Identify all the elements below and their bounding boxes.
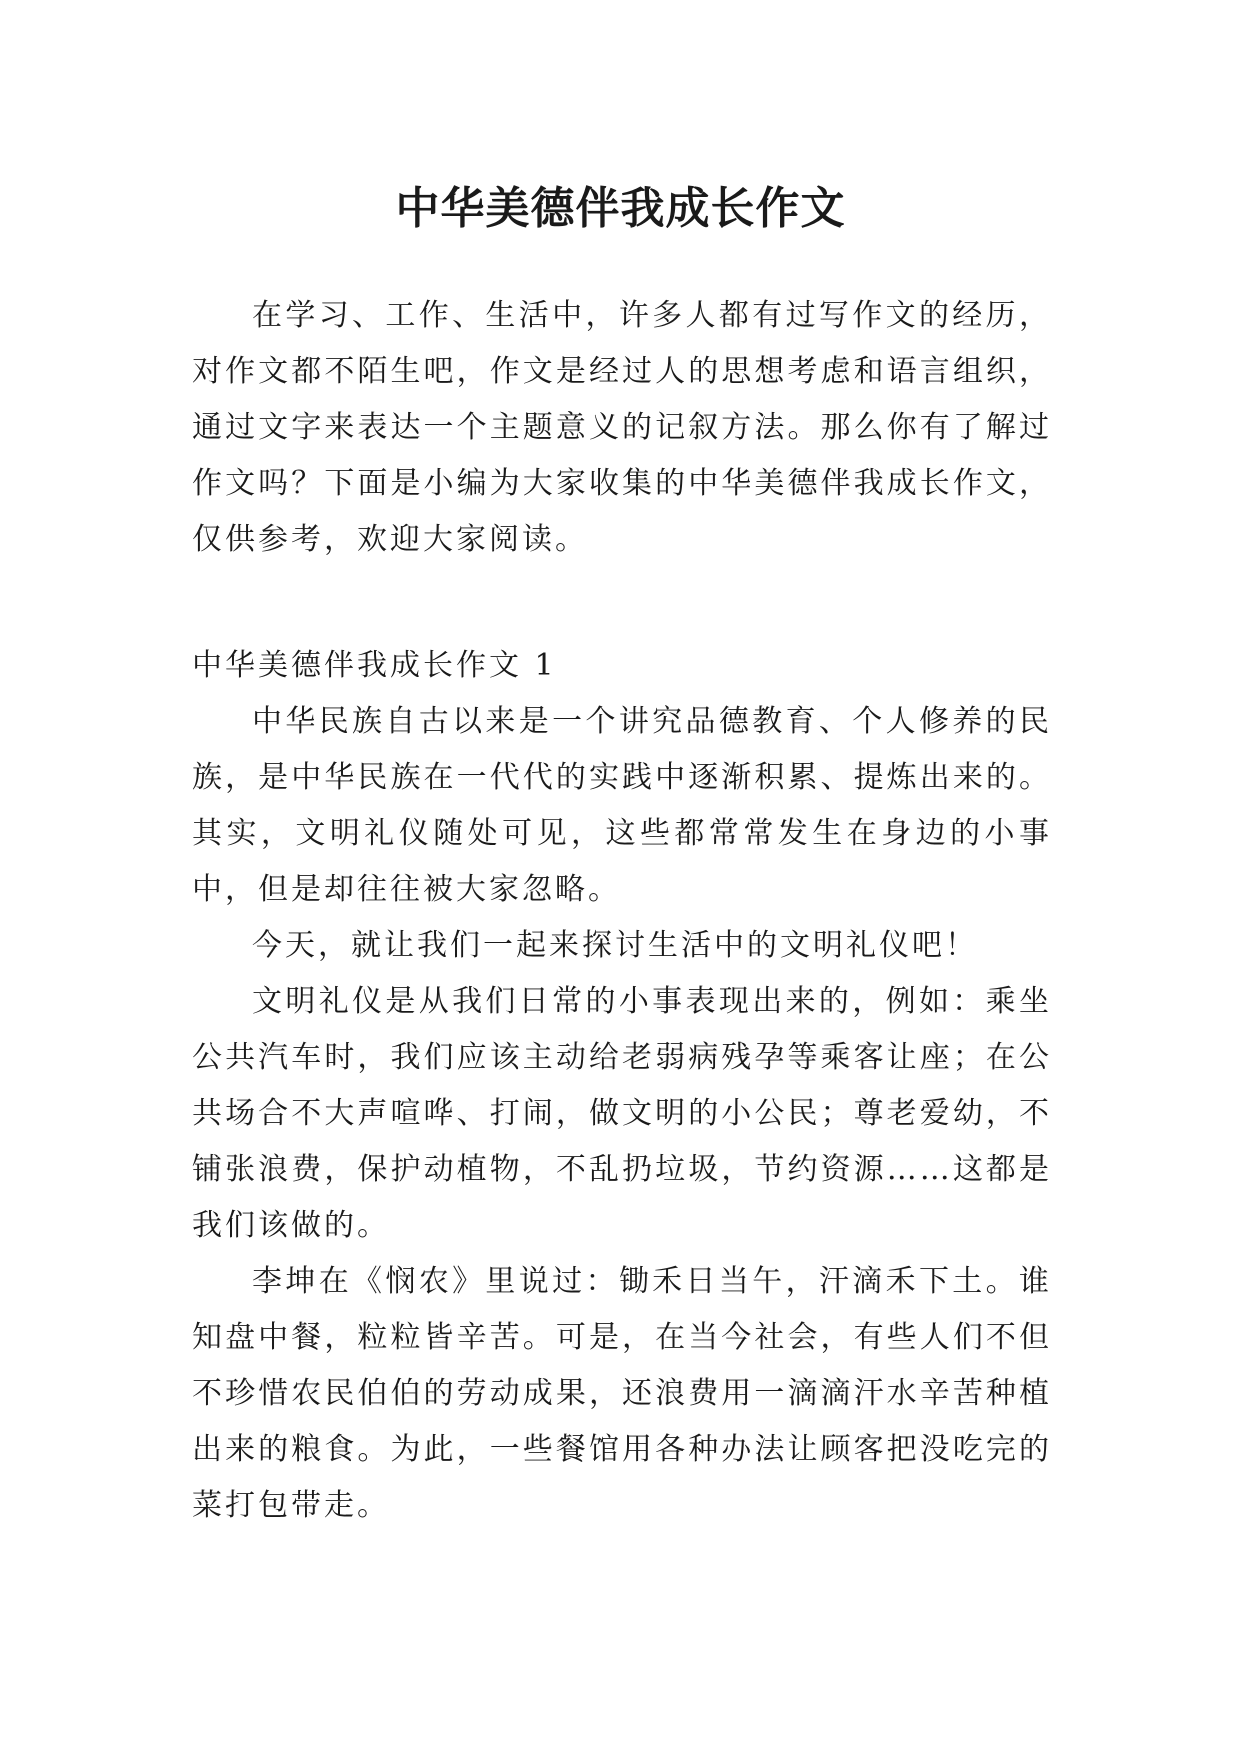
section-heading: 中华美德伴我成长作文 1 xyxy=(192,648,557,683)
intro-paragraph: 在学习、工作、生活中，许多人都有过写作文的经历，对作文都不陌生吧，作文是经过人的思想考虑和语言组织，通过文字来表达一个主题意义的记叙方法。那么你有了解过作文吗？下面是小编为大家收集的中华美德伴我成长作文，仅供参考，欢迎大家阅读。 xyxy=(192,298,1052,557)
body-paragraph-4: 李坤在《悯农》里说过：锄禾日当午，汗滴禾下土。谁知盘中餐，粒粒皆辛苦。可是，在当今社会，有些人们不但不珍惜农民伯伯的劳动成果，还浪费用一滴滴汗水辛苦种植出来的粮食。为此，一些餐馆用各种办法让顾客把没吃完的菜打包带走。 xyxy=(192,1264,1052,1523)
body-paragraph-1: 中华民族自古以来是一个讲究品德教育、个人修养的民族，是中华民族在一代代的实践中逐渐积累、提炼出来的。其实，文明礼仪随处可见，这些都常常发生在身边的小事中，但是却往往被大家忽略。 xyxy=(192,704,1052,907)
intro-section xyxy=(192,288,1052,568)
body-paragraph-3: 文明礼仪是从我们日常的小事表现出来的，例如：乘坐公共汽车时，我们应该主动给老弱病残孕等乘客让座；在公共场合不大声喧哗、打闹，做文明的小公民；尊老爱幼，不铺张浪费，保护动植物，不乱扔垃圾，节约资源……这都是我们该做的。 xyxy=(192,984,1052,1243)
article-section xyxy=(192,638,1052,1534)
document-title: 中华美德伴我成长作文 xyxy=(395,183,846,235)
body-paragraph-2: 今天，就让我们一起来探讨生活中的文明礼仪吧！ xyxy=(252,928,978,963)
